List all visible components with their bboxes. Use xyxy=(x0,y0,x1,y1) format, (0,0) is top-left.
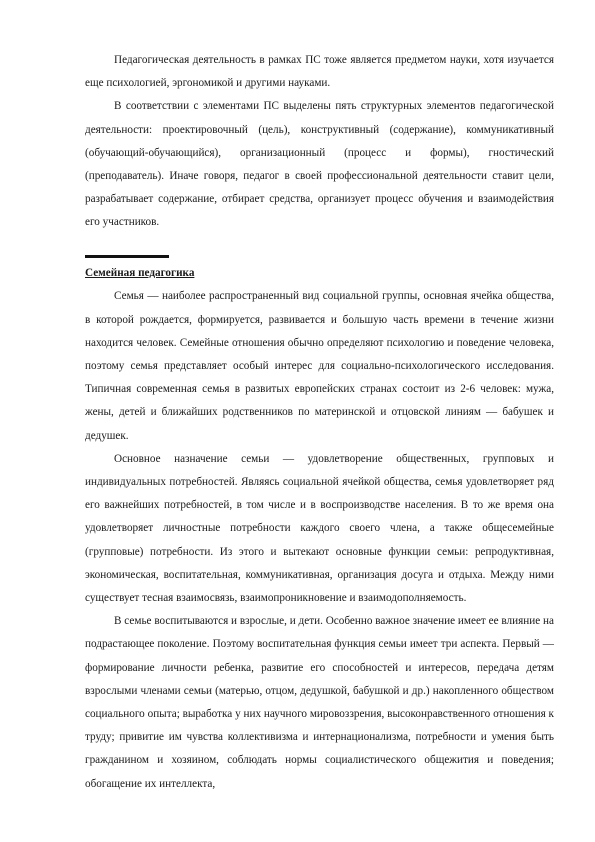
paragraph: Основное назначение семьи — удовлетворение общественных, групповых и индивидуальных потребностей. Являясь социальной ячейкой общества, семья удовлетворяет ряд его важнейших потребностей, в том числе и в воспроизводстве населения. В то же время она удовлетворяет личностные потребности каждого своего члена, а также общесемейные (групповые) потребности. Из этого и вытекают основные функции семьи: репродуктивная, экономическая, воспитательная, коммуникативная, организация досуга и отдыха. Между ними существует тесная взаимосвязь, взаимопроникновение и взаимодополняемость. xyxy=(85,452,554,604)
paragraph: Семья — наиболее распространенный вид социальной группы, основная ячейка общества, в которой рождается, формируется, развивается и большую часть времени в течение жизни находится человек. Семейные отношения обычно определяют психологию и поведение человека, поэтому семья представляет особый интерес для социально-психологического исследования. Типичная современная семья в развитых европейских странах состоит из 2-6 человек: мужа, жены, детей и ближайших родственников по материнской и отцовской линиям — бабушек и дедушек. xyxy=(85,290,554,442)
section-heading: Семейная педагогика xyxy=(85,267,195,280)
page-content xyxy=(85,49,554,796)
paragraph: В семье воспитываются и взрослые, и дети. Особенно важное значение имеет ее влияние на подрастающее поколение. Поэтому воспитательная функция семьи имеет три аспекта. Первый — формирование личности ребенка, развитие его способностей и интересов, передача детям взрослыми членами семьи (матерью, отцом, дедушкой, бабушкой и др.) накопленного обществом социального опыта; выработка у них научного мировоззрения, высоконравственного отношения к труду; привитие им чувства коллективизма и интернационализма, потребности и умения быть гражданином и хозяином, соблюдать нормы социалистического общежития и поведения; обогащение их интеллекта, xyxy=(85,615,554,790)
paragraph: Педагогическая деятельность в рамках ПС тоже является предметом науки, хотя изучается еще психологией, эргономикой и другими науками. xyxy=(85,54,554,90)
section-divider xyxy=(85,255,169,259)
paragraph: В соответствии с элементами ПС выделены пять структурных элементов педагогической деятельности: проектировочный (цель), конструктивный (содержание), коммуникативный (обучающий-обучающийся), организационный (процесс и формы), гностический (преподаватель). Иначе говоря, педагог в своей профессиональной деятельности ставит цели, разрабатывает содержание, отбирает средства, организует процесс обучения и взаимодействия его участников. xyxy=(85,100,554,229)
